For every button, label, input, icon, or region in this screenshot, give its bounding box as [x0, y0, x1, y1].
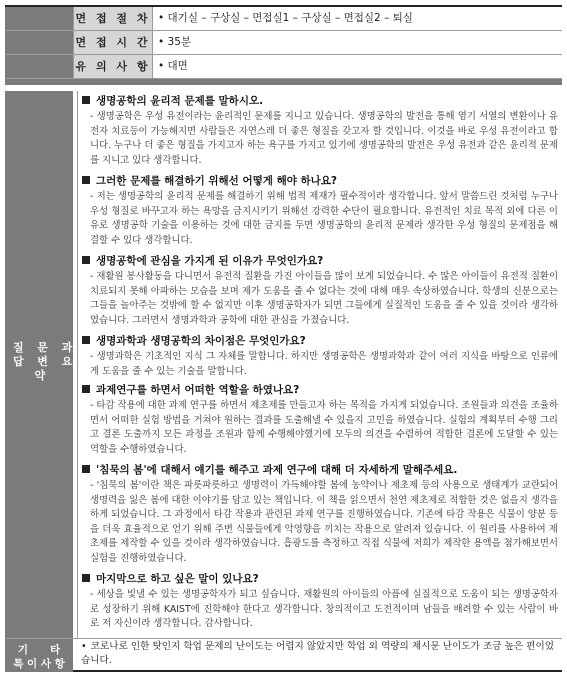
- answer-text: - 생명과학은 기초적인 지식 그 자체를 말합니다. 하지만 생명공학은 생명과학과 같이 여러 지식을 바탕으로 인류에게 도움을 줄 수 있는 기술을 말합니다.: [90, 351, 558, 377]
- question-title: [82, 463, 558, 478]
- question-title: [82, 94, 558, 109]
- remarks-text: 코로나로 인한 탓인지 학업 문제의 난이도는 어렵지 않았지만 학업 외 역량의 제시문 난이도가 조금 높은 편이었습니다.: [81, 641, 554, 666]
- qa-item: [82, 463, 558, 567]
- question-title: [82, 254, 558, 269]
- qa-item: [82, 334, 558, 379]
- row-side-shade: [5, 55, 73, 78]
- answer-text: - 타감 작용에 대한 과제 연구를 하면서 제초제를 만들고자 하는 목적을 가지게 되었습니다. 조원들과 의견을 조율하면서 어떠한 실험 방법을 거쳐야 원하는 결과를 도출해낼 수 있을지 고민을 하였습니다. 실험의 계획부터 수행 그리고 결론 도출까지 모든 과정을 조원과 함께 수행해야했기에 모두의 의견을 수렴하여 적합한 결론에 도달할 수 있는 역할을 수행하였습니다.: [90, 400, 558, 455]
- square-bullet-icon: [82, 96, 90, 104]
- question-text: 생명공학의 윤리적 문제를 말하시오.: [96, 95, 264, 107]
- square-bullet-icon: [82, 176, 90, 184]
- qa-side-label: 질 문 과 답 변 요 약: [13, 341, 75, 382]
- square-bullet-icon: [82, 465, 90, 473]
- question-text: 생명공학에 관심을 가지게 된 이유가 무엇인가요?: [96, 255, 324, 267]
- qa-item: [82, 174, 558, 248]
- answer-text: - 저는 생명공학의 윤리적 문제를 해결하기 위해 법적 제재가 필수적이라 생각합니다. 앞서 말씀드린 것처럼 누구나 우성 형질로 바꾸고자 하는 욕망을 금지시키기 위해선 강력한 수단이 필요합니다. 유전적인 치료 목적 외에 다른 이유로 생명공학 기술을 이용하는 것에 대한 금지를 두면 생명공학의 윤리적 문제라 생각한 우성 형질의 문제점을 해결할 수 있다 생각합니다.: [90, 191, 558, 246]
- row-side-shade: [5, 31, 73, 54]
- answer-text: - 생명공학은 우성 유전이라는 윤리적인 문제를 지니고 있습니다. 생명공학의 발전을 통해 염기 서열의 변환이나 유전자 치료등이 가능해지면 사람들은 자연스레 더 좋은 형질을 갖고자 할 것입니다. 이것을 바로 우성 유전이라고 합니다. 누구나 더 좋은 형질을 가지고자 하는 욕구를 가지고 있기에 생명공학의 발전은 우성 유전과 같은 윤리적 문제를 지니고 있다 생각합니다.: [90, 111, 558, 166]
- question-text: '침묵의 봄'에 대해서 얘기를 해주고 과제 연구에 대해 더 자세하게 말해주세요.: [96, 464, 458, 476]
- section-divider: [5, 79, 562, 85]
- duration-row: [5, 31, 562, 55]
- question-text: 생명과학과 생명공학의 차이점은 무엇인가요?: [96, 335, 306, 347]
- qa-item: [82, 572, 558, 632]
- question-title: [82, 383, 558, 398]
- square-bullet-icon: [82, 574, 90, 582]
- square-bullet-icon: [82, 385, 90, 393]
- square-bullet-icon: [82, 336, 90, 344]
- notes-row: [5, 55, 562, 79]
- qa-item: [82, 383, 558, 457]
- answer-text: - 세상을 빛낼 수 있는 생명공학자가 되고 싶습니다. 재활원의 아이들의 아픔에 실질적으로 도움이 되는 생명공학자로 성장하기 위해 KAIST에 진학해야 한다고 생각합니다. 창의적이고 도전적이며 남들을 배려할 수 있는 사람이 바로 저 자신이라 생각합니다. 감사합니다.: [90, 589, 558, 630]
- remarks-row: [5, 638, 562, 672]
- question-text: 마지막으로 하고 싶은 말이 있나요?: [96, 573, 259, 585]
- procedure-label: 면 접 절 차: [73, 7, 153, 30]
- duration-label: 면 접 시 간: [73, 31, 153, 54]
- qa-content: [77, 91, 562, 638]
- question-title: [82, 572, 558, 587]
- qa-item: [82, 94, 558, 168]
- square-bullet-icon: [82, 256, 90, 264]
- question-text: 과제연구를 하면서 어떠한 역할을 하였나요?: [96, 384, 300, 396]
- question-text: 그러한 문제를 해결하기 위해선 어떻게 해야 하나요?: [96, 175, 338, 187]
- procedure-row: [5, 7, 562, 31]
- bullet-icon: •: [81, 641, 87, 652]
- question-title: [82, 174, 558, 189]
- row-side-shade: [5, 7, 73, 30]
- notes-value: • 대면: [158, 60, 188, 72]
- answer-text: - 재활원 봉사활동을 다니면서 유전적 질환을 가진 아이들을 많이 보게 되었습니다. 수 많은 아이들이 유전적 질환이 치료되지 못해 아파하는 모습을 보며 제가 도움을 줄 수 없다는 것에 대해 매우 속상하였습니다. 학생의 신분으로는 그들을 놀아주는 것밖에 할 수 없지만 이후 생명공학자가 되면 그들에게 실질적인 도움을 줄 수 있을 것이라 생각하였습니다. 그러면서 생명과학과 공학에 대한 관심을 가졌습니다.: [90, 271, 558, 326]
- interview-record-sheet: [5, 5, 562, 672]
- duration-value: • 35분: [158, 36, 192, 48]
- remarks-label: 기 타 특 이 사 항: [13, 644, 65, 670]
- notes-label: 유 의 사 항: [73, 55, 153, 78]
- remarks-value: [81, 640, 554, 668]
- qa-side-column: [5, 91, 73, 638]
- answer-text: - '침묵의 봄'이란 책은 파릇파릇하고 생명력이 가득해야할 봄에 농약이나 제초제 등의 사용으로 생태계가 교란되어 생명력을 잃은 봄에 대한 이야기를 담고 있는 책입니다. 이 책을 읽으면서 천연 제초제로 적합한 것은 없을지 생각을 하게 되었습니다. 그 과정에서 타감 작용과 관련된 과제 연구를 진행하였습니다. 기존에 타감 작용은 식물이 양분 등을 더욱 효율적으로 얻기 위해 주변 식물들에게 악영향을 끼치는 작용으로 알려져 있습니다. 이 원리를 사용하여 제초제를 제작할 수 있을 것이라 생각하였습니다. 흡광도를 측정하고 직접 식물에 저희가 제작한 용액을 첨가해보면서 실험을 진행하였습니다.: [90, 480, 558, 564]
- qa-item: [82, 254, 558, 328]
- question-title: [82, 334, 558, 349]
- procedure-value: • 대기실 – 구상실 – 면접실1 – 구상실 – 면접실2 – 퇴실: [158, 12, 413, 24]
- remarks-side: [5, 639, 73, 672]
